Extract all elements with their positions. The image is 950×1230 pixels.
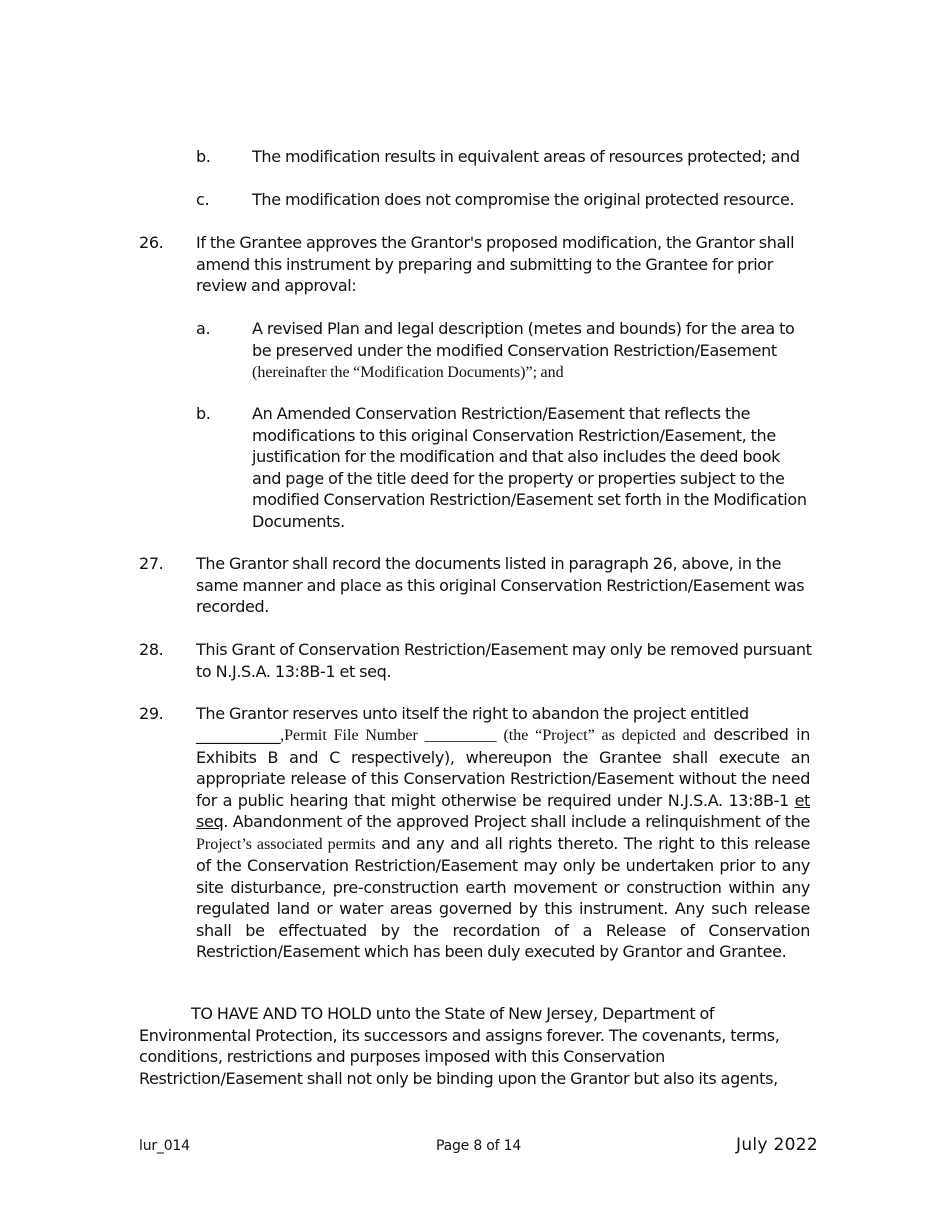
- paragraph-28-number: 28.: [139, 640, 164, 659]
- footer-date: July 2022: [736, 1135, 818, 1155]
- project-title-blank: ___________: [196, 725, 281, 744]
- item-a-label: a.: [196, 319, 211, 338]
- paragraph-26-text: If the Grantee approves the Grantor's proposed modification, the Grantor shall amend this instrument by preparing and submitting to the Grantee for prior review and approval:: [196, 233, 795, 295]
- permit-file-number-text: ,Permit File Number _________ (the “Project” as depicted and: [280, 727, 706, 744]
- item-a-text-part-1: A revised Plan and legal description (metes and bounds) for the area to be preserved under the modified Conservation Restriction/Easement: [252, 319, 795, 360]
- et-underlined: et: [794, 790, 810, 810]
- paragraph-29-segment-1: described in Exhibits B and C respectively), whereupon the Grantee shall execute an appropriate release of this Conservation Restriction/Easement without the need for a public hearing that might otherwise be required under N.J.S.A. 13:8B-1: [196, 725, 810, 810]
- item-b-text: The modification results in equivalent areas of resources protected; and: [252, 147, 800, 166]
- paragraph-29-number: 29.: [139, 704, 164, 723]
- item-a-text-part-2: (hereinafter the “Modification Documents)”; and: [252, 364, 564, 381]
- paragraph-29-line-1: The Grantor reserves unto itself the right to abandon the project entitled: [196, 704, 749, 723]
- item-b-label: b.: [196, 147, 211, 166]
- habendum-text: unto the State of New Jersey, Department of Environmental Protection, its successors and assigns forever. The covenants, terms, conditions, restrictions and purposes imposed with this Conservation Restriction/Easement shall not only be binding upon the Grantor but also its agents,: [139, 1004, 780, 1088]
- project-permits-text: Project’s associated permits: [196, 835, 376, 853]
- item-b2-text: An Amended Conservation Restriction/Easement that reflects the modifications to this original Conservation Restriction/Easement, the justification for the modification and that also includes the deed book and page of the title deed for the property or properties subject to the modified Conservation Restriction/Easement set forth in the Modification Documents.: [252, 404, 807, 531]
- item-a-text: [252, 318, 814, 384]
- paragraph-27-number: 27.: [139, 554, 164, 573]
- item-c-text: The modification does not compromise the original protected resource.: [252, 190, 795, 209]
- item-b2-label: b.: [196, 404, 211, 423]
- paragraph-29-segment-2: . Abandonment of the approved Project shall include a relinquishment of the: [223, 812, 810, 831]
- habendum-lead: TO HAVE AND TO HOLD: [191, 1004, 372, 1023]
- paragraph-27-text: The Grantor shall record the documents listed in paragraph 26, above, in the same manner and place as this original Conservation Restriction/Easement was recorded.: [196, 554, 805, 616]
- paragraph-29-segment-3: and any and all rights thereto. The right to this release of the Conservation Restriction/Easement may only be undertaken prior to any site disturbance, pre-construction earth movement or construction within any regulated land or water areas governed by this instrument. Any such release shall be effectuated by the recordation of a Release of Conservation Restriction/Easement which has been duly executed by Grantor and Grantee.: [196, 833, 811, 961]
- paragraph-29-body: [196, 724, 810, 963]
- footer-page-number: Page 8 of 14: [436, 1138, 522, 1154]
- paragraph-28-text: This Grant of Conservation Restriction/Easement may only be removed pursuant to N.J.S.A. 13:8B-1 et seq.: [196, 640, 812, 681]
- seq-underlined: seq: [196, 812, 224, 831]
- paragraph-26-number: 26.: [139, 233, 164, 252]
- habendum-paragraph: [139, 1003, 819, 1089]
- item-c-label: c.: [196, 190, 210, 209]
- footer-form-id: lur_014: [139, 1138, 190, 1154]
